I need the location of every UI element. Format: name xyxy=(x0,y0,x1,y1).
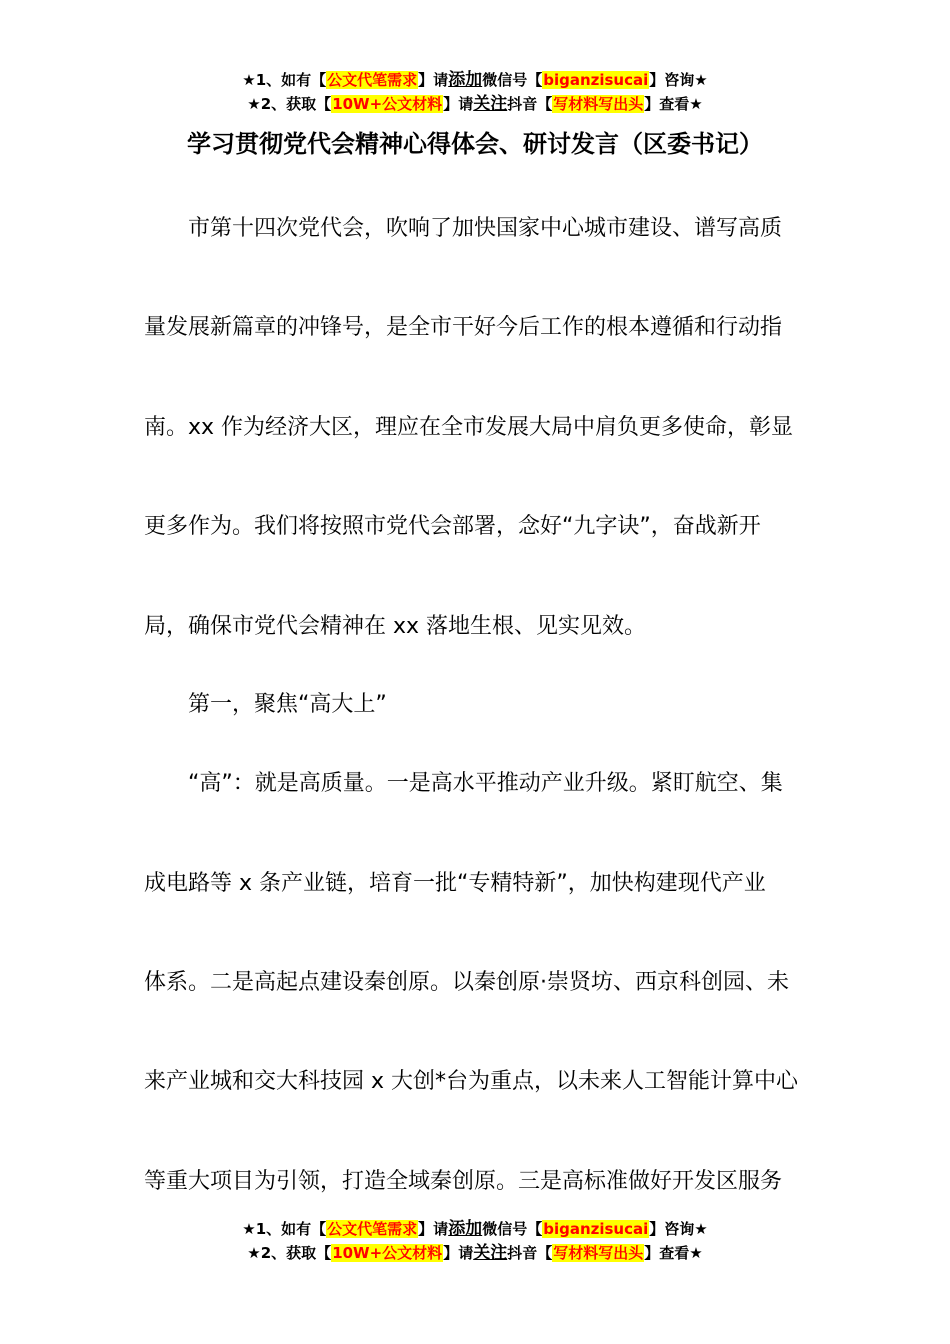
banner-text: 抖音【 xyxy=(507,1244,553,1262)
banner-text: 】请 xyxy=(418,71,449,89)
body-line: 南。xx 作为经济大区，理应在全市发展大局中肩负更多使命，彰显 xyxy=(144,415,794,440)
banner-text: 】请 xyxy=(443,1244,474,1262)
emphasis-text: 添加 xyxy=(448,1219,483,1239)
banner-line-1 xyxy=(0,1217,950,1241)
banner-text: ★1、如有【 xyxy=(242,71,327,89)
banner-text: ★2、获取【 xyxy=(247,95,332,113)
page-title: 学习贯彻党代会精神心得体会、研讨发言（区委书记） xyxy=(187,130,763,158)
body-line: 成电路等 x 条产业链，培育一批“专精特新”，加快构建现代产业 xyxy=(144,871,766,896)
banner-line-2 xyxy=(0,92,950,116)
banner-text: 】咨询★ xyxy=(649,1220,708,1238)
highlight-text: 10W+公文材料 xyxy=(332,95,443,113)
highlight-text: 写材料写出头 xyxy=(553,1244,644,1262)
body-line: “高”：就是高质量。一是高水平推动产业升级。紧盯航空、集 xyxy=(188,771,783,796)
header-banner xyxy=(0,68,950,116)
highlight-text: 公文代笔需求 xyxy=(327,71,418,89)
highlight-text: biganzisucai xyxy=(543,1220,649,1238)
body-line: 局，确保市党代会精神在 xx 落地生根、见实见效。 xyxy=(144,614,647,639)
highlight-text: 写材料写出头 xyxy=(553,95,644,113)
body-line: 市第十四次党代会，吹响了加快国家中心城市建设、谱写高质 xyxy=(188,216,783,241)
banner-text: 】咨询★ xyxy=(649,71,708,89)
emphasis-text: 关注 xyxy=(473,1243,508,1263)
banner-text: ★1、如有【 xyxy=(242,1220,327,1238)
banner-text: 抖音【 xyxy=(507,95,553,113)
footer-banner xyxy=(0,1217,950,1265)
emphasis-text: 添加 xyxy=(448,70,483,90)
banner-line-1 xyxy=(0,68,950,92)
section-heading: 第一，聚焦“高大上” xyxy=(188,692,387,717)
body-line: 更多作为。我们将按照市党代会部署，念好“九字诀”，奋战新开 xyxy=(144,514,761,539)
body-line: 等重大项目为引领，打造全域秦创原。三是高标准做好开发区服务 xyxy=(144,1169,783,1194)
banner-text: 微信号【 xyxy=(482,71,543,89)
banner-text: 】请 xyxy=(443,95,474,113)
banner-text: ★2、获取【 xyxy=(247,1244,332,1262)
highlight-text: 公文代笔需求 xyxy=(327,1220,418,1238)
highlight-text: 10W+公文材料 xyxy=(332,1244,443,1262)
body-line: 体系。二是高起点建设秦创原。以秦创原·崇贤坊、西京科创园、未 xyxy=(144,970,789,995)
banner-text: 】请 xyxy=(418,1220,449,1238)
banner-text: 】查看★ xyxy=(644,1244,703,1262)
body-line: 来产业城和交大科技园 x 大创*台为重点，以未来人工智能计算中心 xyxy=(144,1069,799,1094)
body-line: 量发展新篇章的冲锋号，是全市干好今后工作的根本遵循和行动指 xyxy=(144,315,783,340)
emphasis-text: 关注 xyxy=(473,94,508,114)
banner-text: 微信号【 xyxy=(482,1220,543,1238)
banner-text: 】查看★ xyxy=(644,95,703,113)
banner-line-2 xyxy=(0,1241,950,1265)
highlight-text: biganzisucai xyxy=(543,71,649,89)
